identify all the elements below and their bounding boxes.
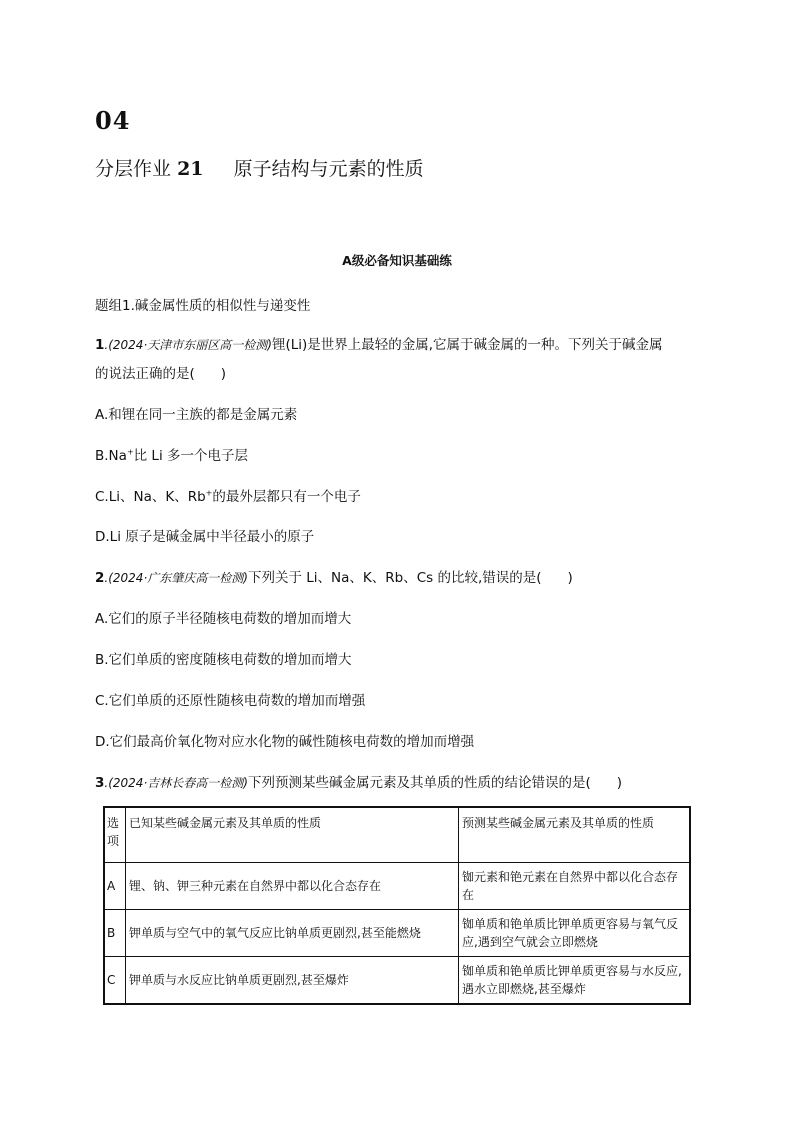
properties-table xyxy=(103,806,691,1005)
q1-option-b xyxy=(95,444,248,464)
q1-option-a: A.和锂在同一主族的都是金属元素 xyxy=(95,407,298,423)
q1-option-b-post: 比 Li 多一个电子层 xyxy=(133,448,248,464)
q1-close: ) xyxy=(220,366,227,382)
row-known: 锂、钠、钾三种元素在自然界中都以化合态存在 xyxy=(126,863,459,910)
row-predicted: 铷单质和铯单质比钾单质更容易与水反应,遇水立即燃烧,甚至爆炸 xyxy=(459,957,691,1005)
q1-source: .(2024·天津市东丽区高一检测) xyxy=(104,338,272,352)
q1-stem-line2 xyxy=(95,362,226,382)
q3-source: .(2024·吉林长春高一检测) xyxy=(104,776,248,790)
q3-close: ) xyxy=(616,775,623,791)
table-header-row xyxy=(104,807,690,863)
q1-option-c-pre: C.Li、Na、K、Rb xyxy=(95,489,206,505)
title-number: 21 xyxy=(177,158,204,180)
row-known: 钾单质与水反应比钠单质更剧烈,甚至爆炸 xyxy=(126,957,459,1005)
q2-option-c: C.它们单质的还原性随核电荷数的增加而增强 xyxy=(95,693,366,709)
section-heading: A级必备知识基础练 xyxy=(342,253,452,268)
q1-option-b-sup: + xyxy=(126,447,134,457)
q2-option-b: B.它们单质的密度随核电荷数的增加而增大 xyxy=(95,652,352,668)
q1-stem2: 的说法正确的是( xyxy=(95,366,195,382)
q2-number: 2 xyxy=(95,570,105,586)
table-row xyxy=(104,863,690,910)
q1-stem1: 锂(Li)是世界上最轻的金属,它属于碱金属的一种。下列关于碱金属 xyxy=(271,337,663,353)
row-predicted: 铷元素和铯元素在自然界中都以化合态存在 xyxy=(459,863,691,910)
q1-stem-line1 xyxy=(95,333,663,353)
header-predicted: 预测某些碱金属元素及其单质的性质 xyxy=(459,807,691,863)
row-known: 钾单质与空气中的氧气反应比钠单质更剧烈,甚至能燃烧 xyxy=(126,910,459,957)
q2-option-d: D.它们最高价氧化物对应水化物的碱性随核电荷数的增加而增强 xyxy=(95,734,475,750)
row-option: A xyxy=(104,863,126,910)
q2-close: ) xyxy=(567,570,573,586)
q1-option-c xyxy=(95,485,361,505)
header-known: 已知某些碱金属元素及其单质的性质 xyxy=(126,807,459,863)
group-heading: 题组1.碱金属性质的相似性与递变性 xyxy=(95,298,311,314)
q3-stem-text: 下列预测某些碱金属元素及其单质的性质的结论错误的是( xyxy=(247,775,591,791)
q2-stem xyxy=(95,566,573,586)
table-row xyxy=(104,910,690,957)
row-predicted: 铷单质和铯单质比钾单质更容易与氧气反应,遇到空气就会立即燃烧 xyxy=(459,910,691,957)
q2-source: .(2024·广东肇庆高一检测) xyxy=(104,571,248,585)
q2-option-a: A.它们的原子半径随核电荷数的增加而增大 xyxy=(95,611,352,627)
page-title xyxy=(95,154,424,181)
q1-option-c-post: 的最外层都只有一个电子 xyxy=(212,489,361,505)
q3-number: 3 xyxy=(95,775,105,791)
title-label: 分层作业 xyxy=(95,158,172,180)
q2-stem-text: 下列关于 Li、Na、K、Rb、Cs 的比较,错误的是( xyxy=(247,570,542,586)
chapter-number: 04 xyxy=(95,106,131,135)
title-text: 原子结构与元素的性质 xyxy=(233,158,424,180)
row-option: C xyxy=(104,957,126,1005)
q1-option-d: D.Li 原子是碱金属中半径最小的原子 xyxy=(95,529,315,545)
header-option: 选项 xyxy=(104,807,126,863)
q1-option-c-sup: + xyxy=(205,488,213,498)
table-row xyxy=(104,957,690,1005)
q1-option-b-pre: B.Na xyxy=(95,448,127,464)
q1-number: 1 xyxy=(95,337,105,353)
q3-stem xyxy=(95,771,622,791)
row-option: B xyxy=(104,910,126,957)
